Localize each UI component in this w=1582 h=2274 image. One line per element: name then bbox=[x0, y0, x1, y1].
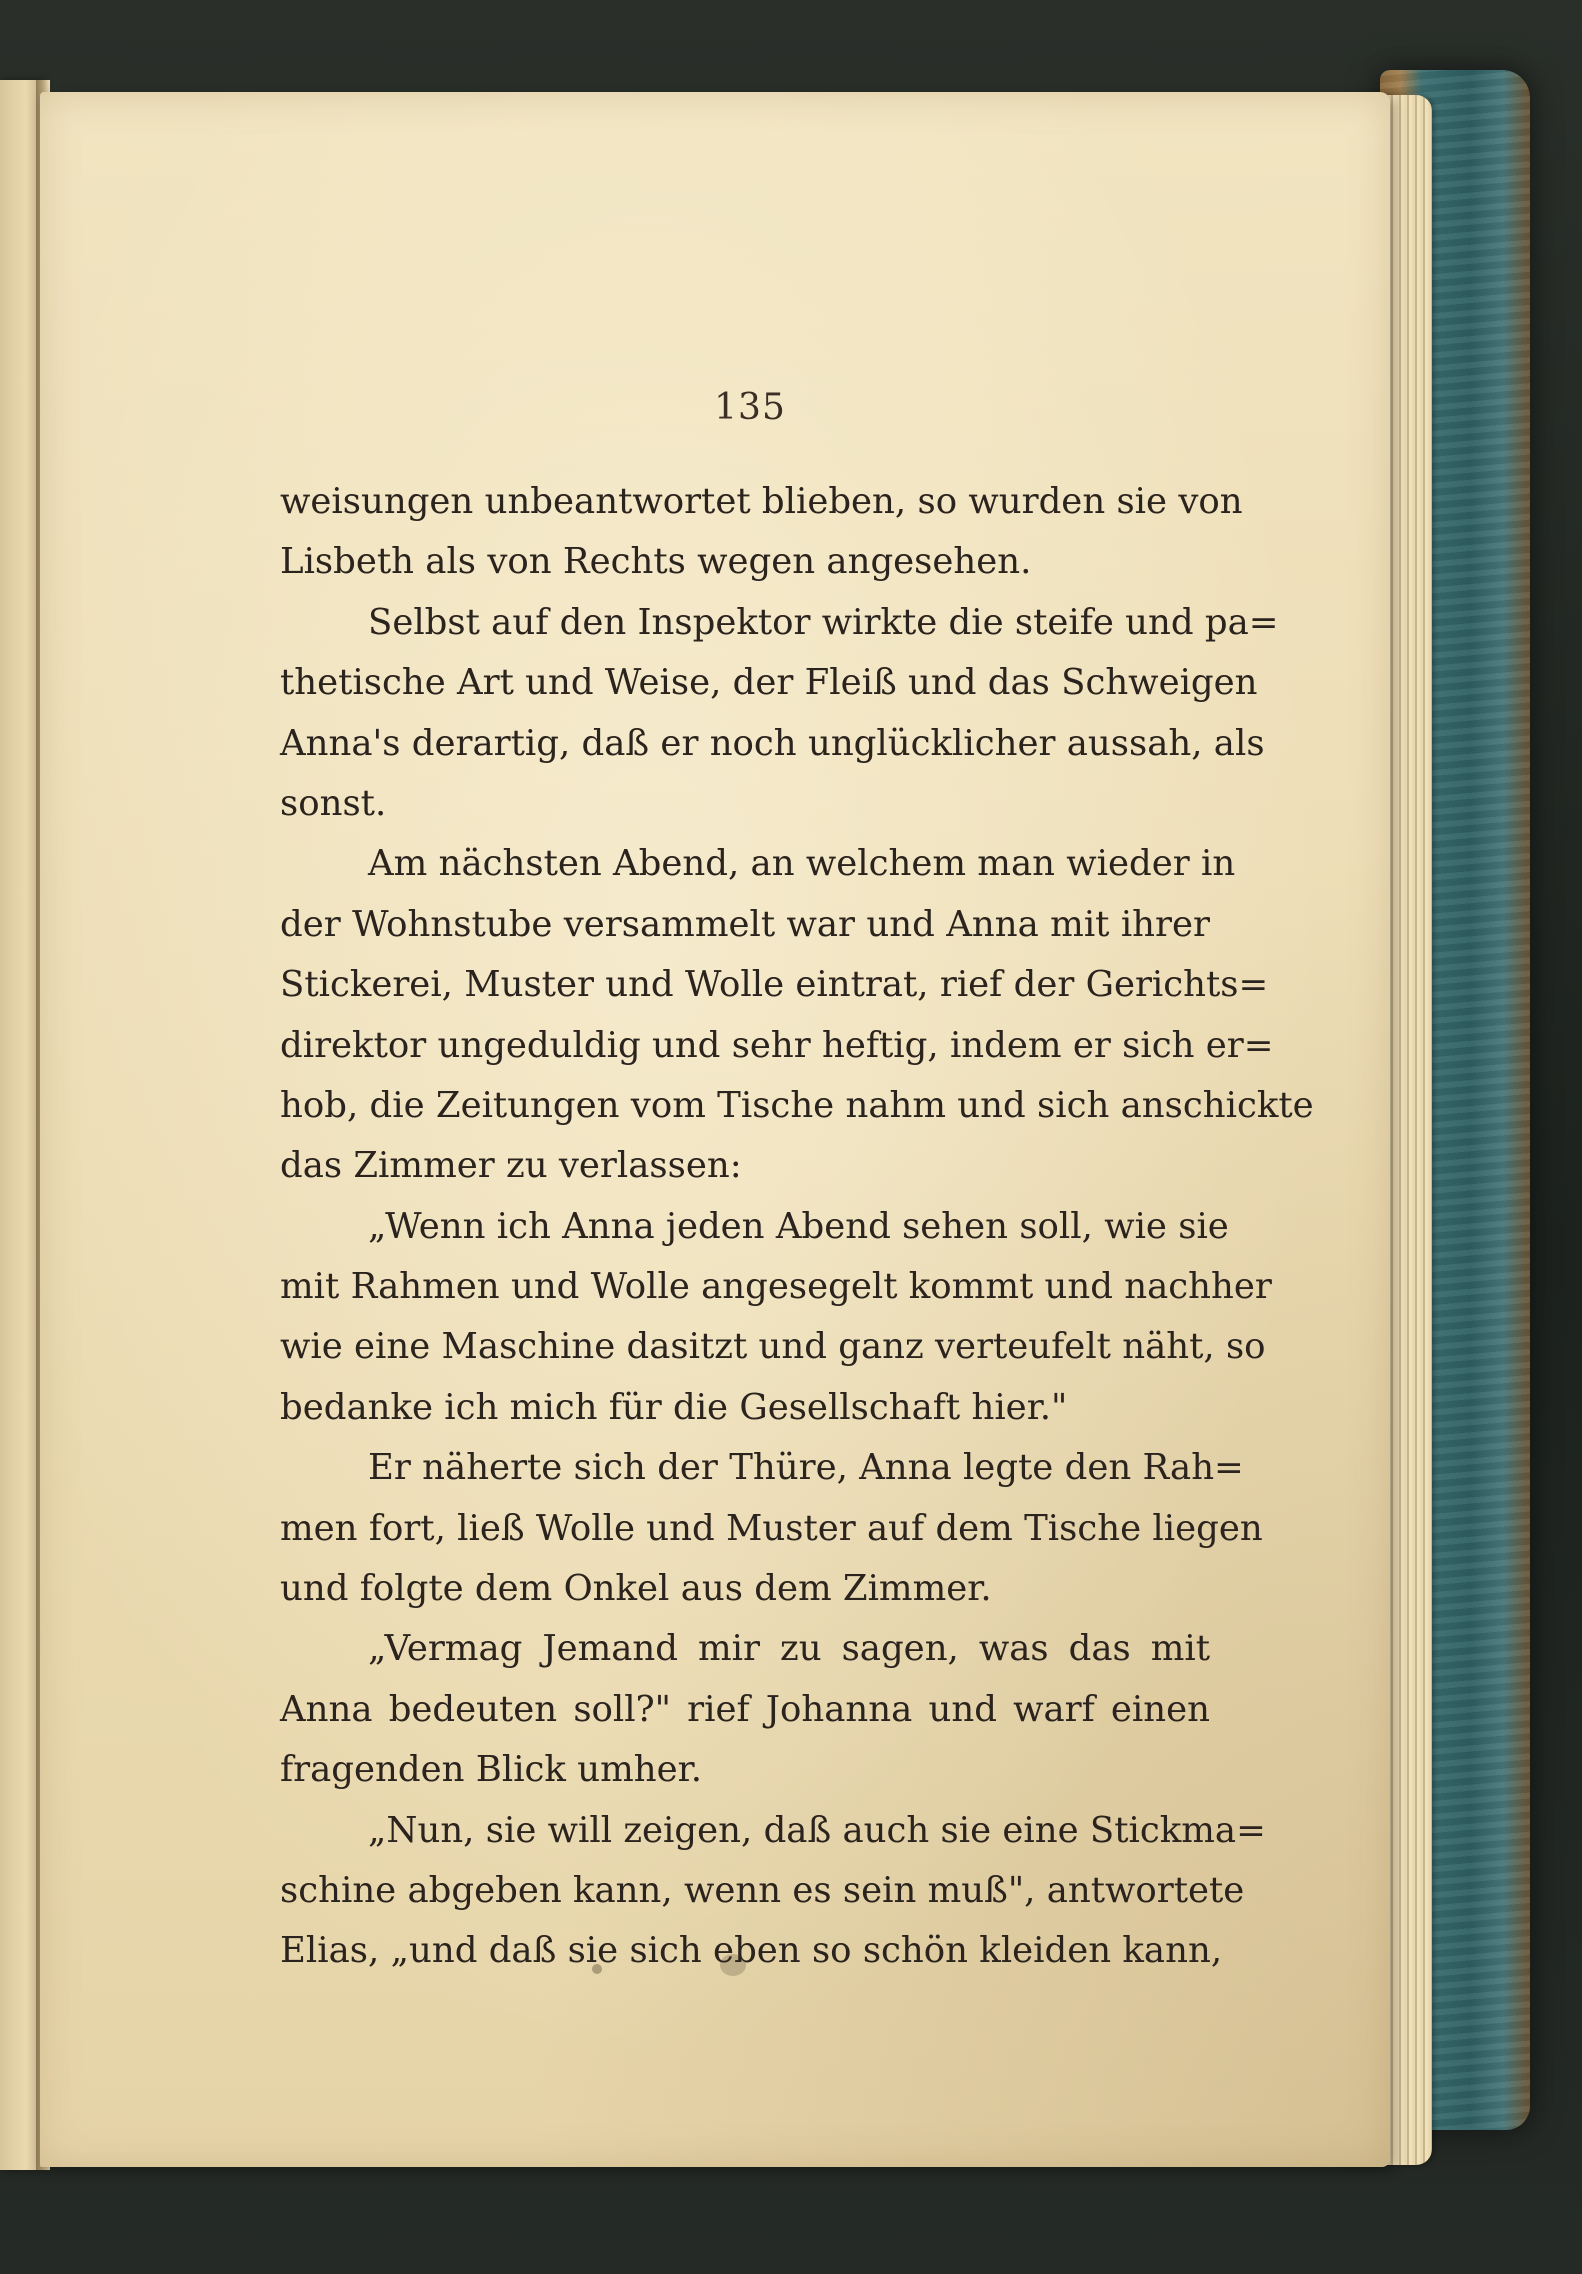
text-line: Am nächsten Abend, an welchem man wieder in bbox=[368, 843, 1236, 885]
text-line: „Vermag Jemand mir zu sagen, was das mit bbox=[368, 1628, 1210, 1670]
text-line: „Wenn ich Anna jeden Abend sehen soll, wie sie bbox=[368, 1205, 1229, 1247]
text-line: Stickerei, Muster und Wolle eintrat, rief der Gerichts= bbox=[280, 964, 1269, 1006]
text-line: Anna's derartig, daß er noch unglücklicher aussah, als bbox=[280, 722, 1265, 764]
text-line: hob, die Zeitungen vom Tische nahm und sich anschickte bbox=[280, 1084, 1314, 1126]
text-line: Lisbeth als von Rechts wegen angesehen. bbox=[280, 541, 1032, 583]
text-line: bedanke ich mich für die Gesellschaft hier." bbox=[280, 1386, 1068, 1428]
ink-smudge bbox=[592, 1964, 602, 1974]
body-text bbox=[280, 472, 1314, 1982]
ink-smudge bbox=[720, 1954, 746, 1976]
text-line: direktor ungeduldig und sehr heftig, indem er sich er= bbox=[280, 1024, 1274, 1066]
text-line: „Nun, sie will zeigen, daß auch sie eine Stickma= bbox=[368, 1809, 1266, 1851]
text-line: Anna bedeuten soll?" rief Johanna und warf einen bbox=[280, 1688, 1210, 1730]
text-line: der Wohnstube versammelt war und Anna mit ihrer bbox=[280, 903, 1210, 945]
text-line: wie eine Maschine dasitzt und ganz verteufelt näht, so bbox=[280, 1326, 1266, 1368]
text-line: Er näherte sich der Thüre, Anna legte den Rah= bbox=[368, 1447, 1244, 1489]
text-line: weisungen unbeantwortet blieben, so wurden sie von bbox=[280, 481, 1243, 522]
text-line: das Zimmer zu verlassen: bbox=[280, 1145, 742, 1187]
text-line: fragenden Blick umher. bbox=[280, 1749, 702, 1791]
text-line: men fort, ließ Wolle und Muster auf dem Tische liegen bbox=[280, 1507, 1263, 1549]
text-line: thetische Art und Weise, der Fleiß und das Schweigen bbox=[280, 662, 1258, 704]
book-page bbox=[40, 92, 1390, 2167]
text-line: schine abgeben kann, wenn es sein muß", antwortete bbox=[280, 1869, 1245, 1911]
text-line: Selbst auf den Inspektor wirkte die steife und pa= bbox=[368, 601, 1279, 643]
text-line: und folgte dem Onkel aus dem Zimmer. bbox=[280, 1568, 992, 1610]
text-line: sonst. bbox=[280, 782, 387, 824]
page-number: 135 bbox=[714, 387, 786, 428]
text-line: mit Rahmen und Wolle angesegelt kommt und nachher bbox=[280, 1266, 1272, 1308]
text-line: Elias, „und daß sie sich eben so schön kleiden kann, bbox=[280, 1930, 1223, 1972]
